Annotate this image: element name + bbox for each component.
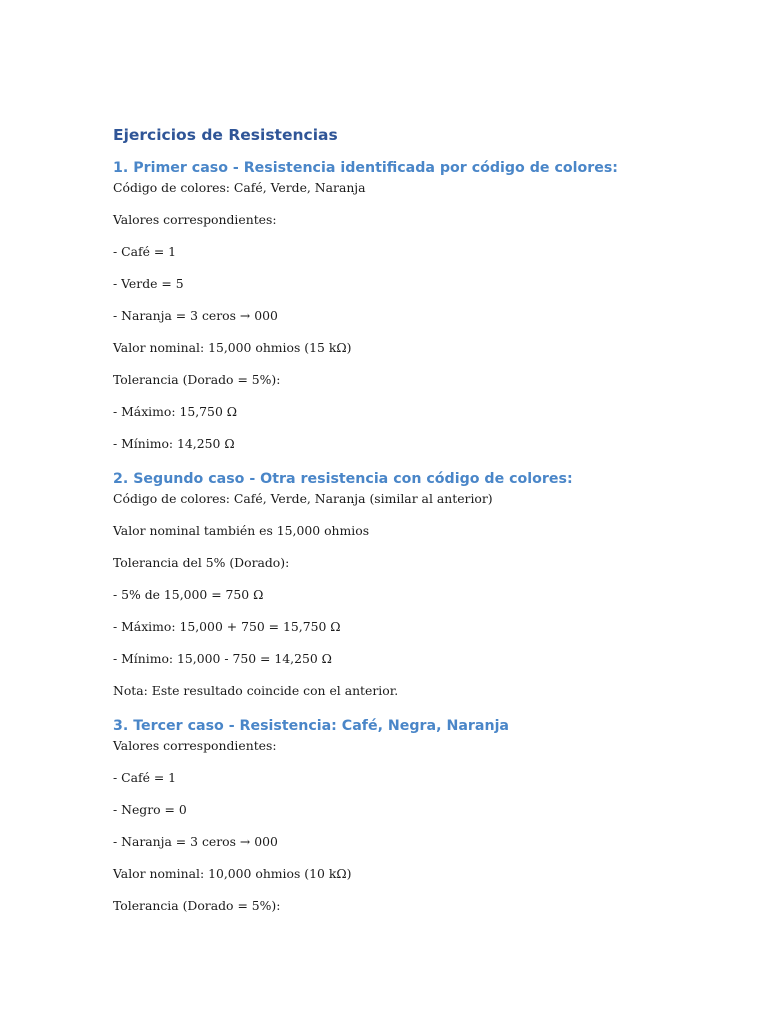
text-line: - Verde = 5 bbox=[113, 276, 184, 291]
section-lines bbox=[113, 738, 673, 914]
text-line: Valor nominal también es 15,000 ohmios bbox=[113, 523, 370, 538]
document-title: Ejercicios de Resistencias bbox=[113, 126, 338, 144]
text-line: Tolerancia (Dorado = 5%): bbox=[113, 372, 281, 387]
text-line: Valor nominal: 15,000 ohmios (15 kΩ) bbox=[113, 340, 352, 355]
text-line: - Café = 1 bbox=[113, 244, 177, 259]
section-segundo-caso bbox=[113, 470, 673, 699]
text-line: - Naranja = 3 ceros → 000 bbox=[113, 308, 278, 323]
text-line: - Café = 1 bbox=[113, 770, 177, 785]
section-primer-caso bbox=[113, 159, 673, 452]
text-line: Tolerancia (Dorado = 5%): bbox=[113, 898, 281, 913]
text-line: - Negro = 0 bbox=[113, 802, 187, 817]
text-line: - Máximo: 15,000 + 750 = 15,750 Ω bbox=[113, 619, 341, 634]
text-line: - Naranja = 3 ceros → 000 bbox=[113, 834, 278, 849]
section-lines bbox=[113, 180, 673, 452]
text-line: - Máximo: 15,750 Ω bbox=[113, 404, 238, 419]
text-line: - Mínimo: 14,250 Ω bbox=[113, 436, 235, 451]
section-heading: 1. Primer caso - Resistencia identificada por código de colores: bbox=[113, 160, 618, 176]
text-line: Tolerancia del 5% (Dorado): bbox=[113, 555, 290, 570]
text-line: - Mínimo: 15,000 - 750 = 14,250 Ω bbox=[113, 651, 332, 666]
section-heading: 2. Segundo caso - Otra resistencia con código de colores: bbox=[113, 471, 573, 487]
text-line: Código de colores: Café, Verde, Naranja (similar al anterior) bbox=[113, 491, 493, 506]
text-line: Nota: Este resultado coincide con el anterior. bbox=[113, 683, 399, 698]
text-line: Valor nominal: 10,000 ohmios (10 kΩ) bbox=[113, 866, 352, 881]
text-line: Valores correspondientes: bbox=[113, 738, 277, 753]
section-lines bbox=[113, 491, 673, 699]
section-tercer-caso bbox=[113, 717, 673, 914]
text-line: Código de colores: Café, Verde, Naranja bbox=[113, 180, 366, 195]
text-line: - 5% de 15,000 = 750 Ω bbox=[113, 587, 264, 602]
document-page bbox=[113, 124, 673, 914]
section-heading: 3. Tercer caso - Resistencia: Café, Negra, Naranja bbox=[113, 718, 510, 734]
text-line: Valores correspondientes: bbox=[113, 212, 277, 227]
